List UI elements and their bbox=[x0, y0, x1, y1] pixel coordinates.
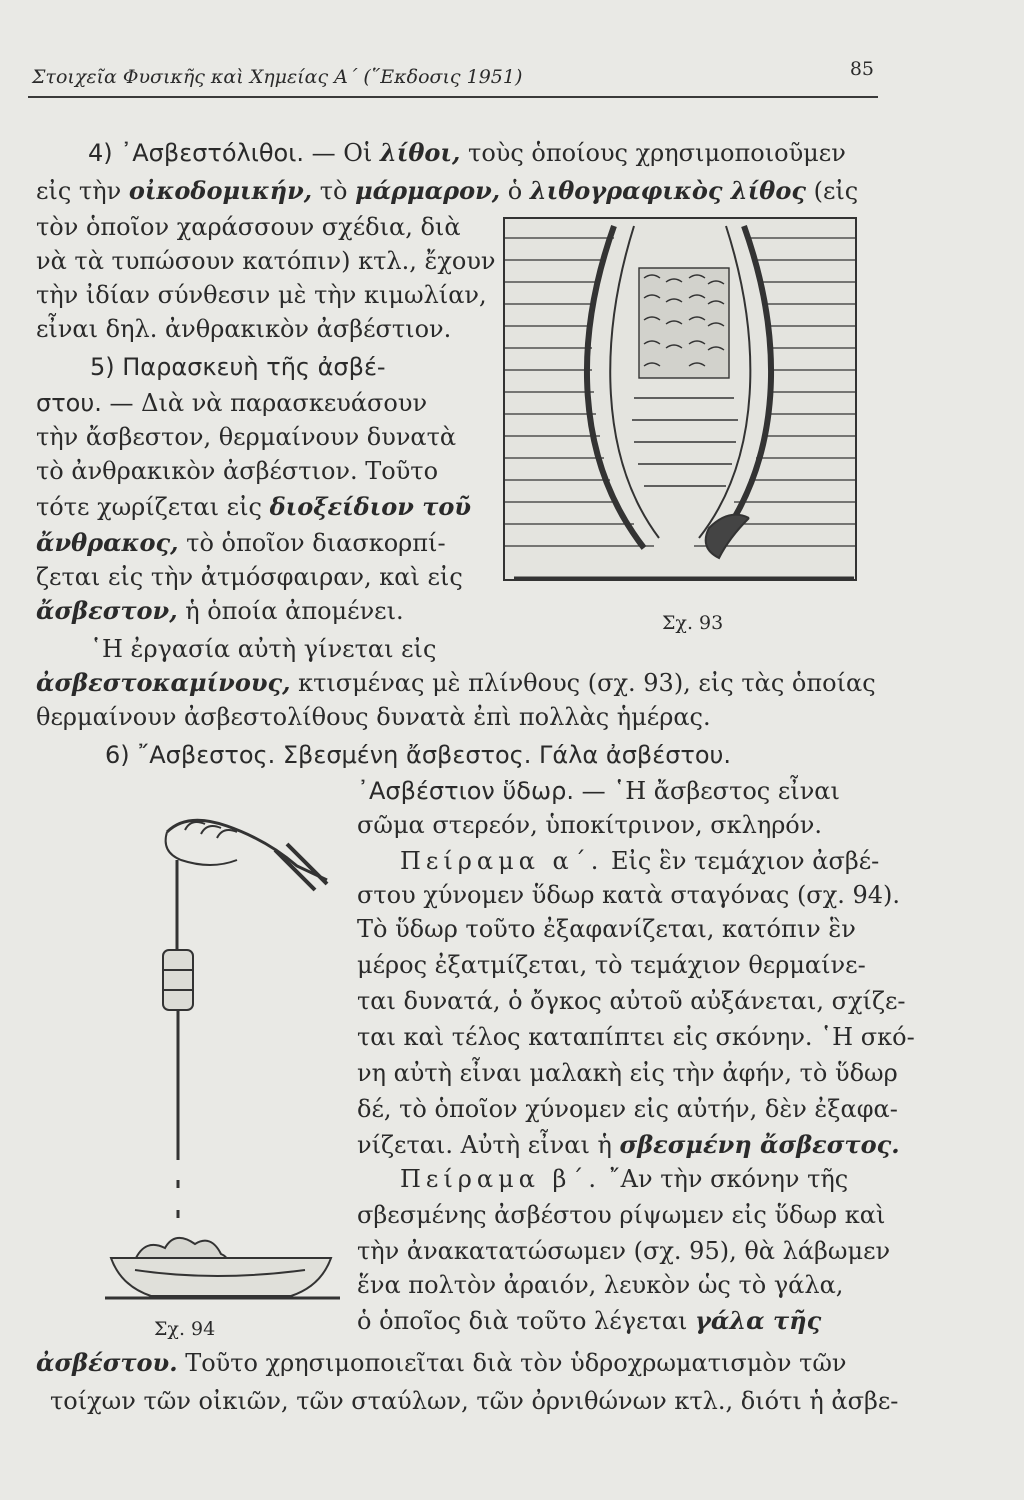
lime-kiln-illustration bbox=[494, 198, 864, 606]
experiment-a-label: Πείραμα α΄. bbox=[400, 847, 604, 875]
section5-line5: ἄνθρακος, τὸ ὁποῖον διασκορπί- bbox=[36, 528, 446, 557]
section6-line17: ἀσβέστου. Τοῦτο χρησιμοποιεῖται διὰ τὸν ὑδροχρωματισμὸν τῶν bbox=[36, 1348, 847, 1377]
section5-line10: θερμαίνουν ἀσβεστολίθους δυνατὰ ἐπὶ πολλὰς ἡμέρας. bbox=[36, 703, 711, 731]
section6-line18: τοίχων τῶν οἰκιῶν, τῶν σταύλων, τῶν ὀρνιθώνων κτλ., διότι ἡ ἀσβε- bbox=[50, 1387, 899, 1415]
section5-line7: ἄσβεστον, ἡ ὁποία ἀπομένει. bbox=[36, 596, 404, 625]
section6-line2: σῶμα στερεόν, ὑποκίτρινον, σκληρόν. bbox=[357, 811, 822, 839]
section6-line13: σβεσμένης ἀσβέστου ρίψωμεν εἰς ὕδωρ καὶ bbox=[357, 1201, 886, 1229]
section4-line6: εἶναι δηλ. ἀνθρακικὸν ἀσβέστιον. bbox=[36, 315, 452, 343]
section5-line2: τὴν ἄσβεστον, θερμαίνουν δυνατὰ bbox=[36, 423, 457, 451]
section4-line5: τὴν ἰδίαν σύνθεσιν μὲ τὴν κιμωλίαν, bbox=[36, 281, 487, 309]
figure93-caption: Σχ. 93 bbox=[662, 612, 724, 634]
section6-line16: ὁ ὁποῖος διὰ τοῦτο λέγεται γάλα τῆς bbox=[357, 1306, 822, 1335]
figure94-caption: Σχ. 94 bbox=[154, 1318, 216, 1340]
dropper-experiment-illustration bbox=[105, 800, 340, 1305]
section4-line4: νὰ τὰ τυπώσουν κατόπιν) κτλ., ἔχουν bbox=[36, 247, 496, 275]
section6-line14: τὴν ἀνακατατώσωμεν (σχ. 95), θὰ λάβωμεν bbox=[357, 1237, 891, 1265]
section6-line4: στου χύνομεν ὕδωρ κατὰ σταγόνας (σχ. 94). bbox=[357, 881, 901, 909]
section6-line15: ἕνα πολτὸν ἀραιόν, λευκὸν ὡς τὸ γάλα, bbox=[357, 1271, 844, 1299]
experiment-b-label: Πείραμα β΄. bbox=[400, 1165, 602, 1193]
section4-line3: τὸν ὁποῖον χαράσσουν σχέδια, διὰ bbox=[36, 213, 461, 241]
section5-line3: τὸ ἀνθρακικὸν ἀσβέστιον. Τοῦτο bbox=[36, 457, 439, 485]
section4-heading: 4) ᾿Ασβεστόλιθοι. bbox=[88, 139, 304, 167]
section5-line1: στου. — Διὰ νὰ παρασκευάσουν bbox=[36, 389, 428, 417]
section4-line1: 4) ᾿Ασβεστόλιθοι. — Οἱ λίθοι, τοὺς ὁποίους χρησιμοποιοῦμεν bbox=[88, 138, 846, 167]
running-header bbox=[28, 58, 878, 98]
section6-line8: ται καὶ τέλος καταπίπτει εἰς σκόνην. ῾Η σκό- bbox=[357, 1023, 915, 1051]
section6-line3: Πείραμα α΄. Εἰς ἓν τεμάχιον ἀσβέ- bbox=[400, 847, 880, 875]
section5-line4: τότε χωρίζεται εἰς διοξείδιον τοῦ bbox=[36, 492, 472, 521]
page-number: 85 bbox=[849, 58, 874, 80]
section6-line6: μέρος ἐξατμίζεται, τὸ τεμάχιον θερμαίνε- bbox=[357, 951, 866, 979]
section6-line5: Τὸ ὕδωρ τοῦτο ἐξαφανίζεται, κατόπιν ἓν bbox=[357, 915, 856, 943]
section6-line9: νη αὐτὴ εἶναι μαλακὴ εἰς τὴν ἀφήν, τὸ ὕδωρ bbox=[357, 1059, 898, 1087]
section6-line1: ᾿Ασβέστιον ὕδωρ. — ῾Η ἄσβεστος εἶναι bbox=[357, 777, 840, 805]
header-title: Στοιχεῖα Φυσικῆς καὶ Χημείας Α΄ (῞Εκδοσις 1951) bbox=[32, 66, 523, 88]
section5-line9: ἀσβεστοκαμίνους, κτισμένας μὲ πλίνθους (σχ. 93), εἰς τὰς ὁποίας bbox=[36, 668, 876, 697]
section5-heading: 5) Παρασκευὴ τῆς ἀσβέ- bbox=[90, 353, 386, 381]
section6-line7: ται δυνατά, ὁ ὄγκος αὐτοῦ αὐξάνεται, σχίζε- bbox=[357, 987, 906, 1015]
section4-line2: εἰς τὴν οἰκοδομικήν, τὸ μάρμαρον, ὁ λιθογραφικὸς λίθος (εἰς bbox=[36, 176, 859, 205]
section5-line6: ζεται εἰς τὴν ἀτμόσφαιραν, καὶ εἰς bbox=[36, 563, 463, 591]
section6-line12: Πείραμα β΄. ῎Αν τὴν σκόνην τῆς bbox=[400, 1165, 849, 1193]
section6-line11: νίζεται. Αὐτὴ εἶναι ἡ σβεσμένη ἄσβεστος. bbox=[357, 1130, 900, 1159]
section5-line8: ῾Η ἐργασία αὐτὴ γίνεται εἰς bbox=[90, 635, 437, 663]
section6-line10: δέ, τὸ ὁποῖον χύνομεν εἰς αὐτήν, δὲν ἐξαφα- bbox=[357, 1095, 898, 1123]
section6-heading: 6) ῎Ασβεστος. Σβεσμένη ἄσβεστος. Γάλα ἀσβέστου. bbox=[105, 741, 732, 769]
